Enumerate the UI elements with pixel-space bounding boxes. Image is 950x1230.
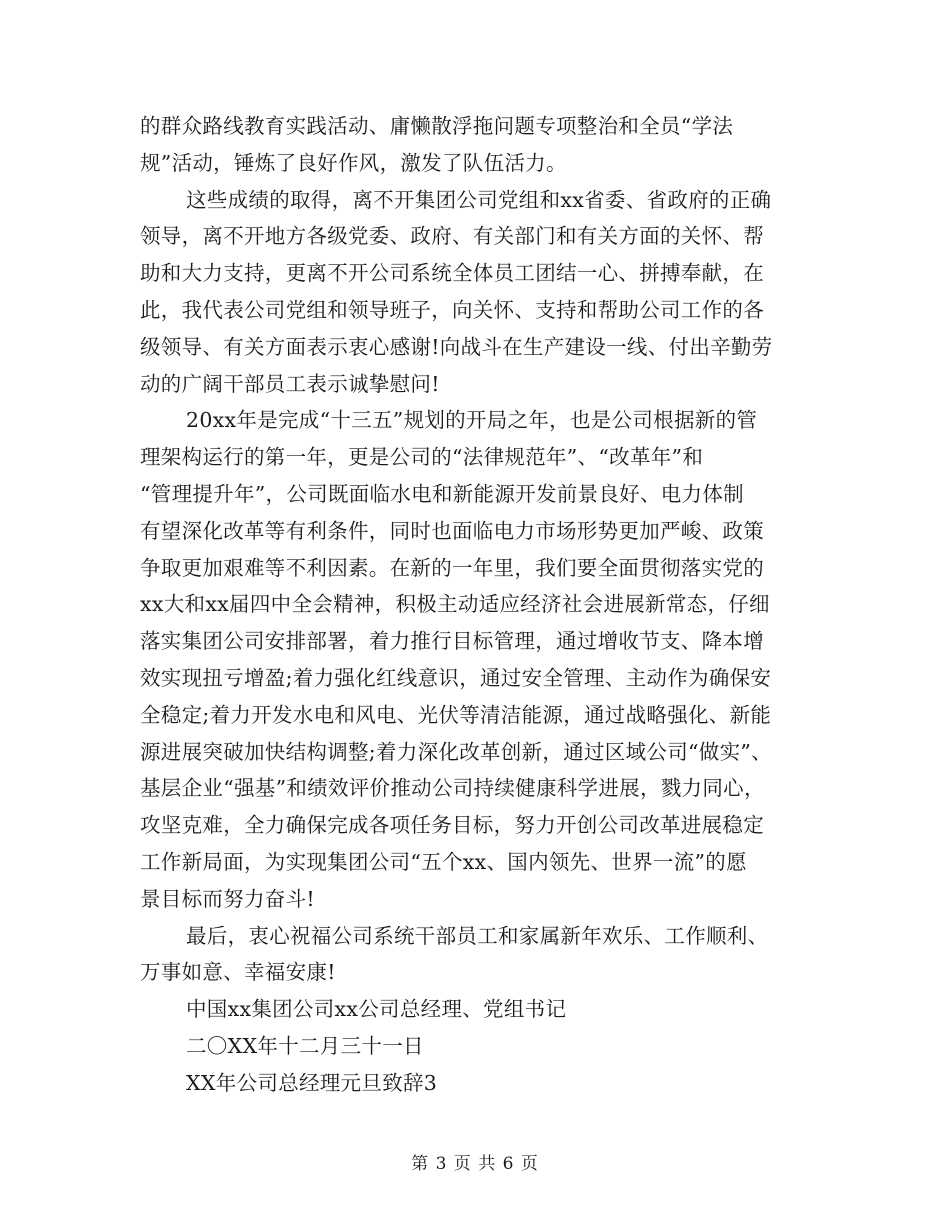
text-line: 全稳定;着力开发水电和风电、光伏等清洁能源，通过战略强化、新能 [140, 702, 772, 727]
text-line: 中国xx集团公司xx公司总经理、党组书记 [186, 997, 567, 1022]
text-line: 此，我代表公司党组和领导班子，向关怀、支持和帮助公司工作的各 [140, 297, 764, 322]
text-line: 工作新局面，为实现集团公司“五个xx、国内领先、世界一流”的愿 [140, 849, 747, 874]
text-line: 这些成绩的取得，离不开集团公司党组和xx省委、省政府的正确 [186, 187, 772, 212]
text-line: 万事如意、幸福安康! [140, 960, 336, 985]
text-line: XX年公司总经理元旦致辞3 [186, 1070, 438, 1095]
document-body [140, 108, 820, 1102]
text-line: 的群众路线教育实践活动、庸懒散浮拖问题专项整治和全员“学法 [140, 114, 734, 138]
text-line: 源进展突破加快结构调整;着力深化改革创新，通过区域公司“做实”、 [140, 739, 772, 764]
text-line: 最后，衷心祝福公司系统干部员工和家属新年欢乐、工作顺利、 [186, 923, 769, 948]
text-line: 二〇XX年十二月三十一日 [186, 1033, 424, 1058]
text-line: 基层企业“强基”和绩效评价推动公司持续健康科学进展，戮力同心， [140, 776, 765, 801]
text-line: 理架构运行的第一年，更是公司的“法律规范年”、“改革年”和 [140, 445, 704, 470]
text-line: 级领导、有关方面表示衷心感谢!向战斗在生产建设一线、付出辛勤劳 [140, 334, 773, 359]
text-line: 20xx年是完成“十三五”规划的开局之年，也是公司根据新的管 [186, 408, 758, 433]
text-line: 效实现扭亏增盈;着力强化红线意识，通过安全管理、主动作为确保安 [140, 665, 772, 690]
text-line: 领导，离不开地方各级党委、政府、有关部门和有关方面的关怀、帮 [140, 224, 764, 249]
text-line: xx大和xx届四中全会精神，积极主动适应经济社会进展新常态，仔细 [140, 592, 770, 617]
text-line: 争取更加艰难等不利因素。在新的一年里，我们要全面贯彻落实党的 [140, 555, 764, 580]
text-line: 规”活动，锤炼了良好作风，激发了队伍活力。 [140, 150, 567, 175]
text-line: “管理提升年”，公司既面临水电和新能源开发前景良好、电力体制 [140, 481, 744, 506]
text-line: 动的广阔干部员工表示诚挚慰问! [140, 371, 440, 396]
text-line: 助和大力支持，更离不开公司系统全体员工团结一心、拼搏奉献，在 [140, 261, 764, 286]
text-line: 景目标而努力奋斗! [140, 886, 315, 911]
page-footer: 第 3 页 共 6 页 [411, 1154, 539, 1174]
text-line: 落实集团公司安排部署，着力推行目标管理，通过增收节支、降本增 [140, 629, 764, 654]
text-line: 攻坚克难，全力确保完成各项任务目标，努力开创公司改革进展稳定 [140, 813, 764, 838]
text-line: 有望深化改革等有利条件，同时也面临电力市场形势更加严峻、政策 [140, 518, 764, 543]
